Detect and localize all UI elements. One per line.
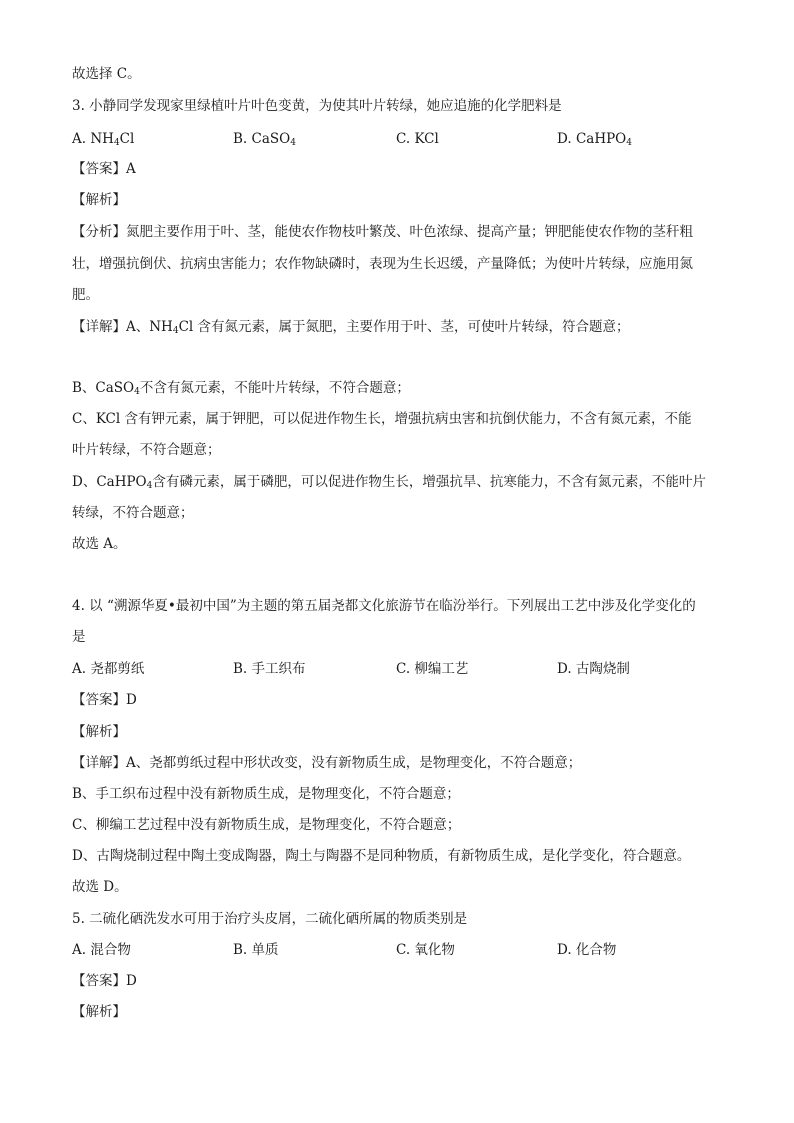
q4-stem-line-1: 4. 以 “溯源华夏•最初中国”为主题的第五届尧都文化旅游节在临汾举行。下列展出工艺中涉及化学变化的 bbox=[72, 598, 696, 614]
q3-detail-a: 【详解】A、$NH_4Cl$ 含有氮元素，属于氮肥，主要作用于叶、茎，可使叶片转绿，符合题意； bbox=[72, 319, 630, 336]
q3-option-b: B. CaSO$_4$ bbox=[233, 131, 296, 148]
q4-detail-b: B、手工织布过程中没有新物质生成，是物理变化，不符合题意； bbox=[72, 786, 460, 802]
q3-detail-d-line-2: 转绿，不符合题意； bbox=[72, 505, 194, 521]
q3-answer: 【答案】A bbox=[72, 161, 136, 177]
q3-fenxi-line-2: 壮，增强抗倒伏、抗病虫害能力；农作物缺磷时，表现为生长迟缓，产量降低；为使叶片转绿，应施用氮 bbox=[72, 256, 693, 272]
q5-option-b: B. 单质 bbox=[233, 942, 279, 958]
q3-analysis-label: 【解析】 bbox=[72, 192, 126, 208]
q5-answer: 【答案】D bbox=[72, 973, 137, 989]
q4-option-c: C. 柳编工艺 bbox=[396, 661, 469, 677]
q3-option-a: A. $NH_4Cl$ bbox=[72, 131, 135, 148]
q3-stem: 3. 小静同学发现家里绿植叶片叶色变黄，为使其叶片转绿，她应追施的化学肥料是 bbox=[72, 98, 562, 114]
q2-conclusion: 故选择 C。 bbox=[72, 66, 141, 82]
q5-stem: 5. 二硫化硒洗发水可用于治疗头皮屑，二硫化硒所属的物质类别是 bbox=[72, 911, 468, 927]
q3-conclusion: 故选 A。 bbox=[72, 536, 127, 552]
q3-option-d: D. CaHPO$_4$ bbox=[557, 131, 632, 148]
q5-option-d: D. 化合物 bbox=[557, 942, 617, 958]
q4-option-d: D. 古陶烧制 bbox=[557, 661, 630, 677]
q5-option-a: A. 混合物 bbox=[72, 942, 131, 958]
q3-detail-d-line-1: D、CaHPO$_4$含有磷元素，属于磷肥，可以促进作物生长，增强抗旱、抗寒能力，不含有氮元素，不能叶片 bbox=[72, 474, 706, 491]
q4-detail-a: 【详解】A、尧都剪纸过程中形状改变，没有新物质生成，是物理变化，不符合题意； bbox=[72, 755, 582, 771]
q4-stem-line-2: 是 bbox=[72, 629, 86, 645]
q5-option-c: C. 氧化物 bbox=[396, 942, 455, 958]
q3-option-c: C. KCl bbox=[396, 131, 439, 147]
q3-detail-c-line-2: 叶片转绿，不符合题意； bbox=[72, 442, 221, 458]
q4-option-b: B. 手工织布 bbox=[233, 661, 306, 677]
q5-analysis-label: 【解析】 bbox=[72, 1004, 126, 1020]
q4-answer: 【答案】D bbox=[72, 692, 137, 708]
q3-detail-b: B、CaSO$_4$不含有氮元素，不能叶片转绿，不符合题意； bbox=[72, 380, 410, 397]
q4-detail-d: D、古陶烧制过程中陶土变成陶器，陶土与陶器不是同种物质，有新物质生成，是化学变化，符合题意。 bbox=[72, 848, 691, 864]
q4-detail-c: C、柳编工艺过程中没有新物质生成，是物理变化，不符合题意； bbox=[72, 817, 461, 833]
q3-detail-c-line-1: C、KCl 含有钾元素，属于钾肥，可以促进作物生长，增强抗病虫害和抗倒伏能力，不含有氮元素，不能 bbox=[72, 411, 692, 427]
q4-conclusion: 故选 D。 bbox=[72, 879, 128, 895]
q3-fenxi-line-3: 肥。 bbox=[72, 287, 99, 303]
q4-option-a: A. 尧都剪纸 bbox=[72, 661, 145, 677]
q4-analysis-label: 【解析】 bbox=[72, 724, 126, 740]
q3-fenxi-line-1: 【分析】氮肥主要作用于叶、茎，能使农作物枝叶繁茂、叶色浓绿、提高产量；钾肥能使农作物的茎秆粗 bbox=[72, 224, 693, 240]
